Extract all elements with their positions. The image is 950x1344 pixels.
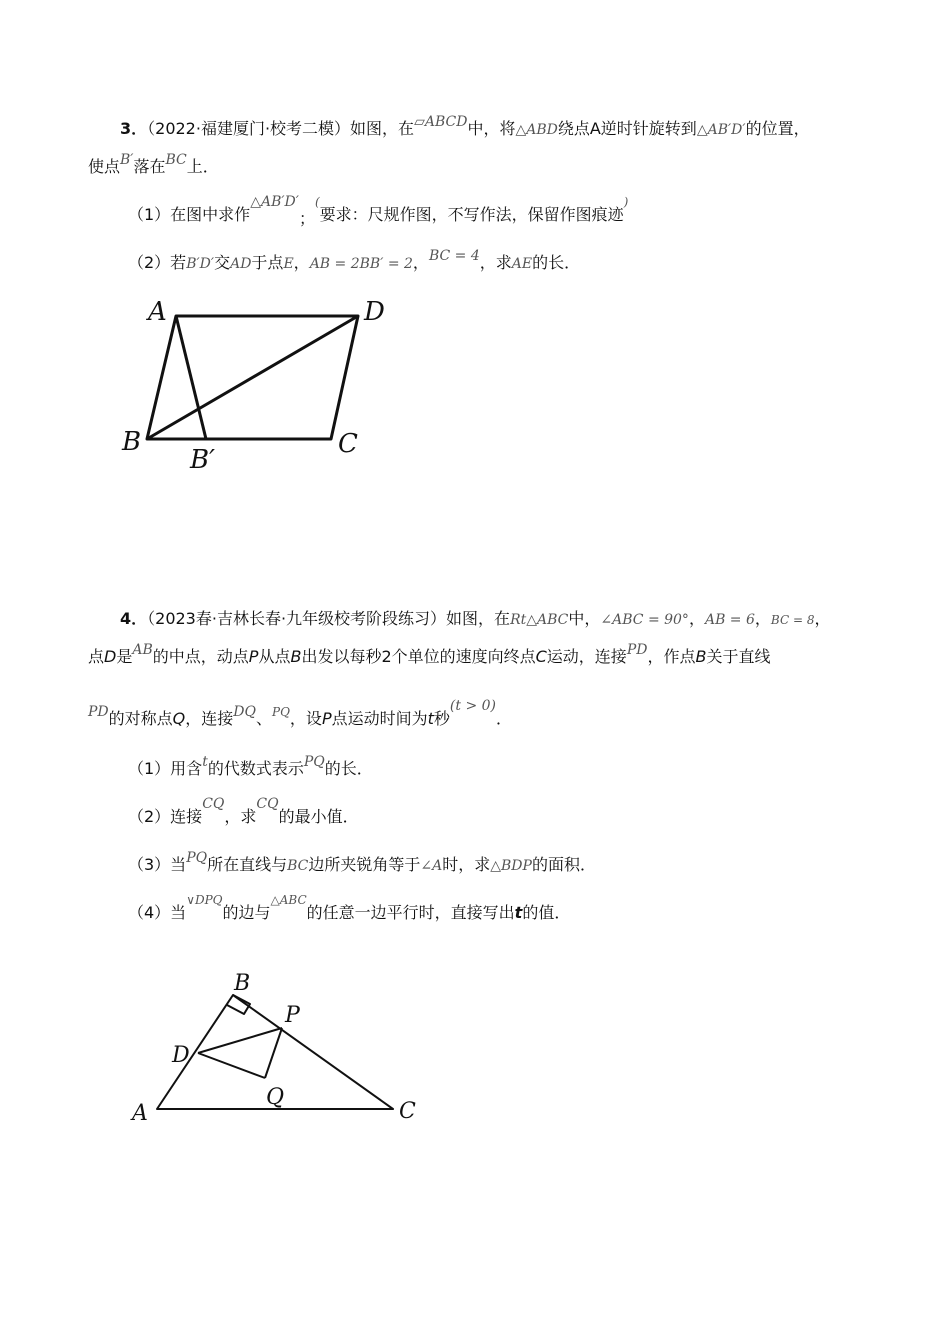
right-angle-mark bbox=[227, 995, 250, 1014]
q4-text: 所在直线与 bbox=[207, 855, 288, 874]
parallelogram-abcd bbox=[147, 316, 358, 439]
label-b-prime: B′ bbox=[190, 445, 216, 475]
q3-text: 绕点A逆时针旋转到 bbox=[557, 119, 697, 138]
q3-text: 使点 bbox=[88, 157, 121, 176]
q4-text: 秒 bbox=[433, 709, 450, 728]
label-q: Q bbox=[266, 1085, 285, 1110]
q4-text: 是 bbox=[116, 647, 133, 666]
q4-text: 中， bbox=[568, 609, 601, 628]
label-d: D bbox=[364, 297, 385, 327]
q4-text: 的长． bbox=[324, 759, 373, 778]
q3-part2 bbox=[128, 248, 581, 275]
q3-line2 bbox=[88, 152, 219, 179]
segment-dp bbox=[198, 1028, 282, 1053]
q3-number: 3． bbox=[120, 119, 148, 138]
math-cq: CQ bbox=[256, 796, 279, 812]
q4-text: 的任意一边平行时，直接写出 bbox=[306, 903, 515, 922]
label-a: A bbox=[132, 1101, 148, 1126]
math-tri-abd: △ABD bbox=[515, 122, 558, 138]
q3-line1 bbox=[120, 114, 810, 141]
q4-part4 bbox=[128, 893, 571, 925]
semicolon: ； bbox=[298, 209, 315, 228]
var-b: B bbox=[290, 647, 302, 666]
q4-source: （2023春·吉林长春·九年级校考阶段练习） bbox=[147, 609, 447, 628]
q4-number: 4． bbox=[120, 609, 148, 628]
q4-part4-label: （4）当 bbox=[128, 903, 187, 922]
var-t: t bbox=[202, 754, 208, 770]
label-b: B bbox=[122, 427, 142, 457]
q3-requirement: 要求：尺规作图，不写作法，保留作图痕迹 bbox=[319, 205, 624, 224]
math-ab-eq: AB = 6 bbox=[704, 612, 755, 628]
math-cq: CQ bbox=[202, 796, 225, 812]
math-angle-a: ∠A bbox=[420, 858, 443, 874]
math-ab: AB bbox=[132, 642, 153, 658]
parallelogram-symbol: ▱ bbox=[414, 114, 425, 130]
math-abcd: ABCD bbox=[424, 114, 468, 130]
q4-part1-label: （1）用含 bbox=[128, 759, 203, 778]
q4-part1 bbox=[128, 754, 373, 781]
q4-text: 的值． bbox=[522, 903, 571, 922]
q3-part1 bbox=[128, 194, 629, 228]
math-bd-prime: B′D′ bbox=[186, 256, 215, 272]
q3-text: 的位置， bbox=[745, 119, 810, 138]
q3-part2-label: （2）若 bbox=[128, 253, 187, 272]
left-paren: ( bbox=[314, 195, 320, 209]
label-d: D bbox=[172, 1043, 190, 1068]
var-t: t bbox=[427, 709, 434, 728]
q4-part3-label: （3）当 bbox=[128, 855, 187, 874]
q4-text: 的对称点 bbox=[108, 709, 173, 728]
math-pd: PD bbox=[88, 704, 109, 720]
segment-dq bbox=[198, 1053, 265, 1078]
separator: 、 bbox=[255, 709, 272, 728]
math-dq: DQ bbox=[233, 704, 256, 720]
q4-text: 的代数式表示 bbox=[207, 759, 304, 778]
math-angle-abc: ∠ABC = 90° bbox=[600, 612, 689, 628]
math-ad: AD bbox=[230, 256, 252, 272]
q3-text: 于点 bbox=[251, 253, 284, 272]
q4-text: ，连接 bbox=[185, 709, 234, 728]
q4-line1 bbox=[120, 608, 830, 631]
q4-text: 点运动时间为 bbox=[331, 709, 428, 728]
comma: ， bbox=[814, 609, 831, 628]
q3-text: ，求 bbox=[479, 253, 512, 272]
q4-text: 点 bbox=[88, 647, 105, 666]
right-paren: ) bbox=[623, 195, 629, 209]
segment-pq bbox=[265, 1028, 282, 1078]
comma: ， bbox=[293, 253, 310, 272]
label-p: P bbox=[285, 1003, 300, 1028]
math-tri-dpq: ∨DPQ bbox=[186, 893, 223, 907]
q3-text: 如图，在 bbox=[350, 119, 415, 138]
period: ． bbox=[496, 709, 513, 728]
label-b: B bbox=[234, 971, 251, 996]
comma: ， bbox=[412, 253, 429, 272]
q4-text: 的最小值． bbox=[278, 807, 359, 826]
label-c: C bbox=[338, 429, 358, 459]
q4-text: 运动，连接 bbox=[546, 647, 627, 666]
q4-text: 时，求 bbox=[442, 855, 491, 874]
q4-line2 bbox=[88, 642, 771, 669]
q4-text: 的面积． bbox=[531, 855, 596, 874]
var-d: D bbox=[104, 647, 117, 666]
q4-line3 bbox=[88, 698, 513, 731]
triangle-abc bbox=[157, 995, 393, 1109]
q4-part2-label: （2）连接 bbox=[128, 807, 203, 826]
q4-text: ，设 bbox=[289, 709, 322, 728]
var-c: C bbox=[535, 647, 547, 666]
q4-text: 的边与 bbox=[222, 903, 271, 922]
q4-text: 的中点，动点 bbox=[152, 647, 249, 666]
math-pq: PQ bbox=[272, 705, 290, 719]
q4-text: 边所夹锐角等于 bbox=[308, 855, 421, 874]
segment-ab-prime bbox=[176, 316, 206, 439]
segment-bd bbox=[147, 316, 358, 439]
label-a: A bbox=[148, 297, 167, 327]
math-pd: PD bbox=[626, 642, 648, 658]
math-bc-eq: BC = 4 bbox=[428, 248, 480, 264]
q4-part3 bbox=[128, 850, 596, 877]
math-tri-bdp: △BDP bbox=[490, 858, 532, 874]
math-t-positive: (t > 0) bbox=[449, 698, 496, 714]
q4-text: ，求 bbox=[224, 807, 257, 826]
math-bc-eq: BC = 8 bbox=[770, 613, 815, 627]
math-ae: AE bbox=[511, 256, 533, 272]
math-pq: PQ bbox=[303, 754, 325, 770]
q4-text: 出发以每秒2个单位的速度向终点 bbox=[301, 647, 536, 666]
comma: ， bbox=[754, 609, 771, 628]
var-t: t bbox=[514, 903, 523, 922]
math-tri-abd-prime: △AB′D′ bbox=[250, 194, 299, 210]
math-pq: PQ bbox=[186, 850, 208, 866]
math-tri-abc: △ABC bbox=[270, 893, 307, 907]
math-e: E bbox=[283, 256, 294, 272]
math-tri-abd-prime: △AB′D′ bbox=[696, 122, 746, 138]
q4-text: 如图，在 bbox=[446, 609, 511, 628]
q4-part2 bbox=[128, 796, 359, 829]
math-bc: BC bbox=[287, 858, 309, 874]
math-ab-eq: AB = 2BB′ = 2 bbox=[309, 256, 413, 272]
label-c: C bbox=[399, 1099, 416, 1124]
q3-text: 落在 bbox=[133, 157, 166, 176]
q4-text: 从点 bbox=[258, 647, 291, 666]
var-q: Q bbox=[172, 709, 186, 728]
math-b-prime: B′ bbox=[120, 152, 134, 168]
q3-part1-label: （1）在图中求作 bbox=[128, 205, 251, 224]
q3-text: 上． bbox=[186, 157, 219, 176]
var-p: P bbox=[248, 647, 259, 666]
q4-text: ，作点 bbox=[647, 647, 696, 666]
var-b: B bbox=[695, 647, 707, 666]
q3-text: 的长． bbox=[532, 253, 581, 272]
q3-text: 交 bbox=[214, 253, 231, 272]
q3-source: （2022·福建厦门·校考二模） bbox=[147, 119, 351, 138]
var-p: P bbox=[321, 709, 332, 728]
math-rt-abc: Rt△ABC bbox=[510, 612, 569, 628]
q3-text: 中，将 bbox=[467, 119, 516, 138]
comma: ， bbox=[688, 609, 705, 628]
math-bc: BC bbox=[165, 152, 187, 168]
q4-text: 关于直线 bbox=[706, 647, 771, 666]
